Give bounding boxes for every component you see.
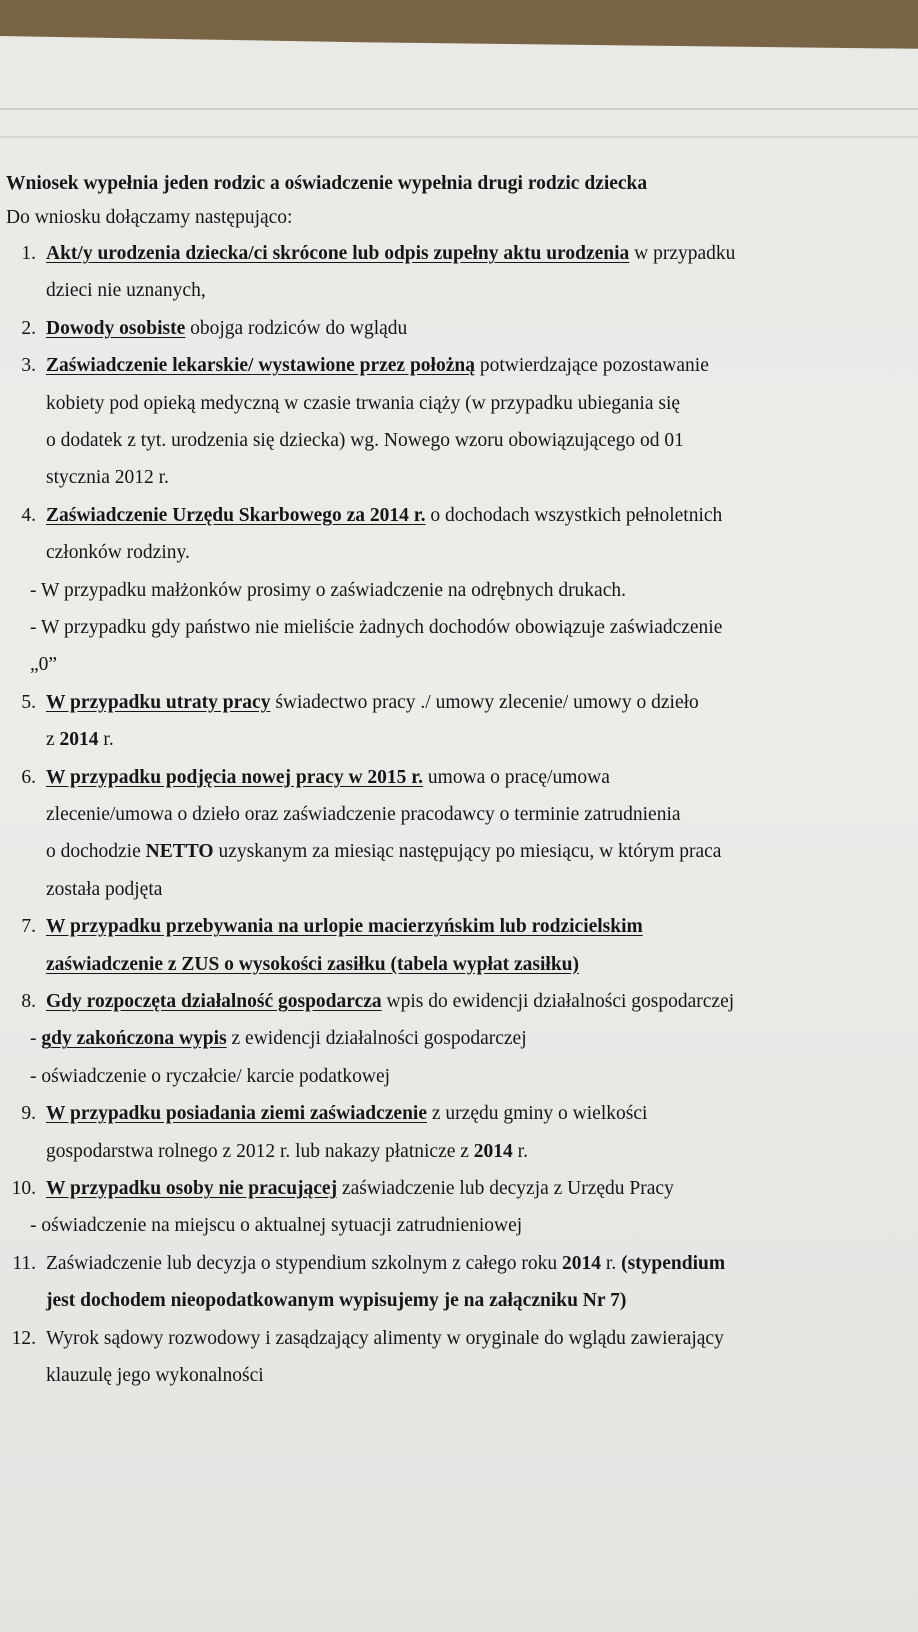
text-segment: kobiety pod opieką medyczną w czasie trwania ciąży (w przypadku ubiegania się [46,392,681,414]
list-item-line [30,1214,522,1238]
list-item-line [46,317,407,341]
list-item-line [46,242,735,266]
underlined-text: Zaświadczenie Urzędu Skarbowego za 2014 r. [46,504,426,526]
list-item-number: 7. [21,916,36,938]
text-segment: członków rodziny. [46,542,190,564]
list-item-line [46,279,206,303]
text-segment: - W przypadku gdy państwo nie mieliście żadnych dochodów obowiązuje zaświadczenie [30,617,723,638]
list-item-line [30,579,626,603]
paper-sheet [0,36,918,1632]
text-segment: Wyrok sądowy rozwodowy i zasądzający alimenty w oryginale do wglądu zawierający [46,1327,724,1349]
list-item-line [46,691,699,715]
underlined-text: W przypadku utraty pracy [46,691,271,713]
list-item-line [46,803,681,827]
list-item-number: 1. [21,243,36,264]
text-segment: 2014 [59,729,99,751]
text-segment: o dodatek z tyt. urodzenia się dziecka) wg. Nowego wzoru obowiązującego od 01 [46,430,684,451]
list-item-line [46,429,684,453]
text-segment: 2014 [562,1252,602,1274]
text-segment: w przypadku [629,243,736,264]
text-segment: z urzędu gminy o wielkości [427,1103,648,1125]
text-segment: r. [512,1140,528,1162]
text-segment: świadectwo pracy ./ umowy zlecenie/ umowy o dzieło [270,691,699,713]
document-intro: Do wniosku dołączamy następująco: [6,207,293,228]
list-item-line [46,354,709,378]
list-item-number: 6. [21,766,36,788]
underlined-text: W przypadku posiadania ziemi zaświadczenie [46,1103,428,1125]
underlined-text: W przypadku podjęcia nowej pracy w 2015 r. [46,766,424,788]
text-segment: zlecenie/umowa o dzieło oraz zaświadczenie pracodawcy o terminie zatrudnienia [46,804,681,825]
list-item-line [46,728,114,752]
underlined-text: gdy zakończona wypis [41,1028,227,1050]
list-item-number: 11. [12,1252,36,1274]
text-segment: Zaświadczenie lub decyzja o stypendium szkolnym z całego roku [46,1252,563,1274]
underlined-text: zaświadczenie z ZUS o wysokości zasiłku (tabela wypłat zasiłku) [46,953,580,975]
list-item-number: 9. [21,1103,36,1125]
list-item-line [46,840,721,864]
list-item-line [46,392,680,416]
text-segment: NETTO [145,841,214,863]
text-segment: dzieci nie uznanych, [46,280,206,302]
text-segment: - [30,1028,42,1050]
text-segment: gospodarstwa rolnego z 2012 r. lub nakazy płatnicze z [46,1140,474,1162]
list-item-number: 2. [21,317,36,339]
list-item-line [46,1252,725,1276]
list-item-line [46,915,643,939]
list-item-line [46,541,190,565]
text-segment: obojga rodziców do wglądu [185,317,408,339]
list-item-number: 5. [21,691,36,713]
list-item-number: 12. [11,1327,36,1349]
text-segment: r. [98,729,114,751]
underlined-text: W przypadku osoby nie pracującej [46,1178,338,1199]
list-item-line [46,990,734,1014]
list-item-line [46,1289,626,1313]
text-segment: uzyskanym za miesiąc następujący po miesiącu, w którym praca [213,841,722,863]
list-item-line [46,766,610,790]
list-item-line [46,953,579,977]
underlined-text: W przypadku przebywania na urlopie macierzyńskim lub rodzicielskim [46,916,643,938]
text-segment: (stypendium [621,1252,726,1274]
text-segment: r. [601,1252,622,1274]
list-item-number: 10. [11,1178,36,1199]
list-item-line [30,1027,527,1051]
text-segment: - W przypadku małżonków prosimy o zaświadczenie na odrębnych drukach. [30,579,626,601]
list-item-number: 8. [21,991,36,1012]
text-segment: z ewidencji działalności gospodarczej [226,1028,527,1050]
text-segment: 2014 [473,1140,513,1162]
text-segment: - oświadczenie o ryczałcie/ karcie podatkowej [30,1065,391,1087]
underlined-text: Dowody osobiste [46,317,186,339]
list-item-line [30,653,57,677]
text-segment: z [46,729,60,751]
text-segment: „0” [30,654,58,676]
list-item-line [46,466,169,490]
list-item-line [46,504,722,528]
paper-fold-line [0,108,918,110]
list-item-number: 4. [21,504,36,526]
underlined-text: Gdy rozpoczęta działalność gospodarcza [46,991,382,1012]
text-segment: - oświadczenie na miejscu o aktualnej sytuacji zatrudnieniowej [30,1215,523,1237]
text-segment: wpis do ewidencji działalności gospodarczej [381,991,735,1012]
text-segment: stycznia 2012 r. [46,467,169,489]
paper-fold-line [0,136,918,138]
text-segment: zaświadczenie lub decyzja z Urzędu Pracy [337,1178,674,1199]
list-item-line [46,1364,264,1388]
text-segment: jest dochodem nieopodatkowanym wypisujemy je na załączniku Nr 7) [46,1290,627,1312]
document-title: Wniosek wypełnia jeden rodzic a oświadczenie wypełnia drugi rodzic dziecka [6,173,648,194]
text-segment: o dochodzie [46,841,146,863]
list-item-line [46,1102,647,1126]
list-item-number: 3. [21,355,36,377]
text-segment: została podjęta [46,878,163,900]
text-segment: klauzulę jego wykonalności [46,1365,264,1386]
list-item-line [30,616,722,640]
list-item-line [46,1177,674,1201]
text-segment: umowa o pracę/umowa [423,766,610,788]
underlined-text: Zaświadczenie lekarskie/ wystawione przez położną [46,355,475,377]
list-item-line [46,1327,724,1351]
list-item-line [30,1065,390,1089]
list-item-line [46,878,162,902]
list-item-line [46,1140,528,1164]
text-segment: potwierdzające pozostawanie [474,355,709,377]
text-segment: o dochodach wszystkich pełnoletnich [425,504,723,526]
underlined-text: Akt/y urodzenia dziecka/ci skrócone lub odpis zupełny aktu urodzenia [46,243,630,264]
